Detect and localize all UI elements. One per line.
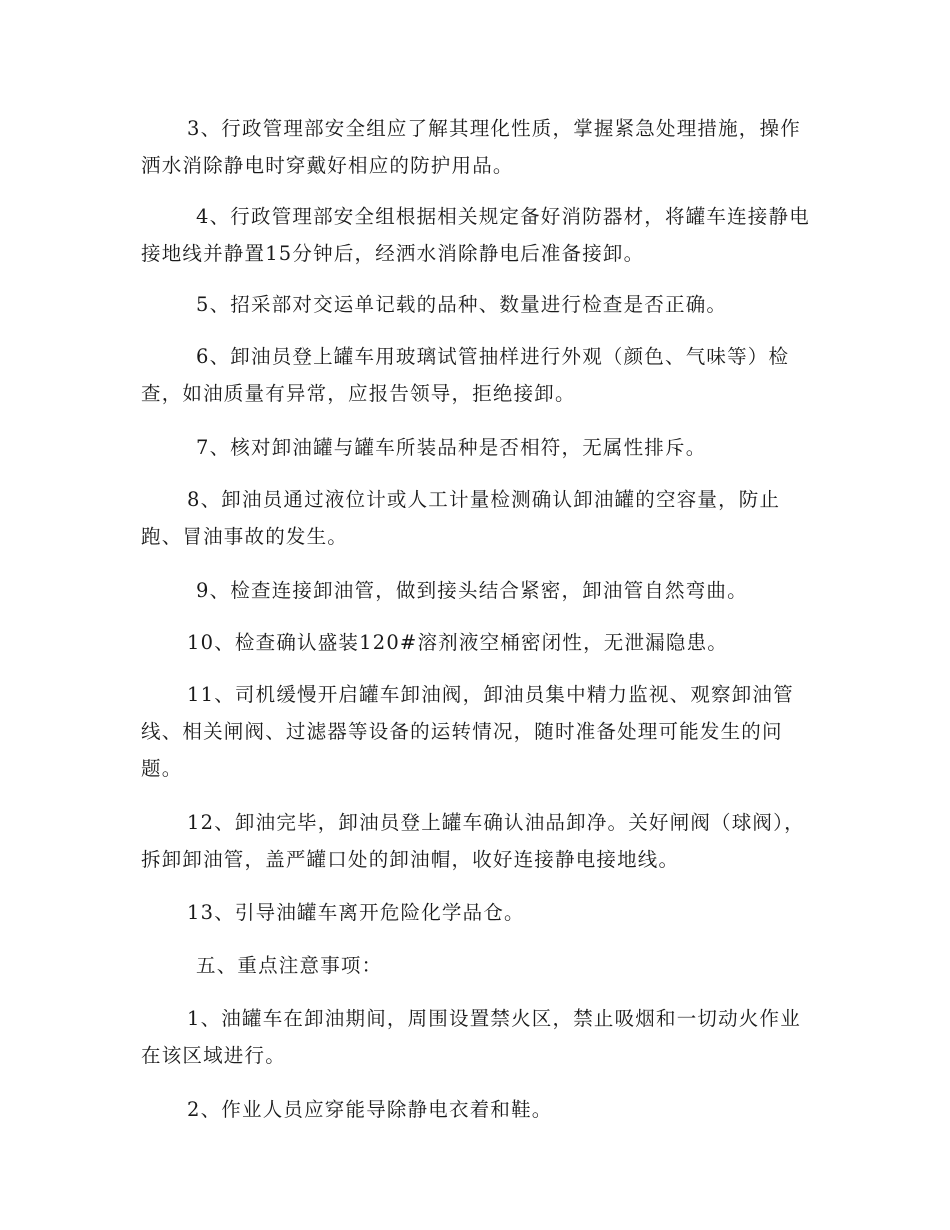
section-heading: 五、重点注意事项： [196, 954, 383, 977]
paragraph-item-9: 9、检查连接卸油管，做到接头结合紧密，卸油管自然弯曲。 [196, 579, 748, 602]
paragraph-item-7: 7、核对卸油罐与罐车所装品种是否相符，无属性排斥。 [196, 436, 707, 459]
notice-item-1: 1、油罐车在卸油期间，周围设置禁火区，禁止吸烟和一切动火作业在该区域进行。 [141, 1007, 801, 1067]
paragraph-item-11: 11、司机缓慢开启罐车卸油阀，卸油员集中精力监视、观察卸油管线、相关闸阀、过滤器等设备的运转情况，随时准备处理可能发生的问题。 [141, 683, 794, 780]
paragraph-item-5: 5、招采部对交运单记载的品种、数量进行检查是否正确。 [196, 293, 728, 316]
paragraph-item-10: 10、检查确认盛装120#溶剂液空桶密闭性，无泄漏隐患。 [187, 631, 728, 654]
paragraph-item-12: 12、卸油完毕，卸油员登上罐车确认油品卸净。关好闸阀（球阀），拆卸卸油管，盖严罐口处的卸油帽，收好连接静电接地线。 [141, 811, 805, 871]
paragraph-item-13: 13、引导油罐车离开危险化学品仓。 [187, 901, 525, 924]
notice-item-2: 2、作业人员应穿能导除静电衣着和鞋。 [187, 1098, 553, 1121]
paragraph-item-4: 4、行政管理部安全组根据相关规定备好消防器材，将罐车连接静电接地线并静置15分钟后，经洒水消除静电后准备接卸。 [141, 205, 810, 265]
paragraph-item-8: 8、卸油员通过液位计或人工计量检测确认卸油罐的空容量，防止跑、冒油事故的发生。 [141, 488, 781, 548]
paragraph-item-6: 6、卸油员登上罐车用玻璃试管抽样进行外观（颜色、气味等）检查，如油质量有异常，应报告领导，拒绝接卸。 [141, 345, 790, 405]
paragraph-item-3: 3、行政管理部安全组应了解其理化性质，掌握紧急处理措施，操作洒水消除静电时穿戴好相应的防护用品。 [141, 117, 801, 177]
